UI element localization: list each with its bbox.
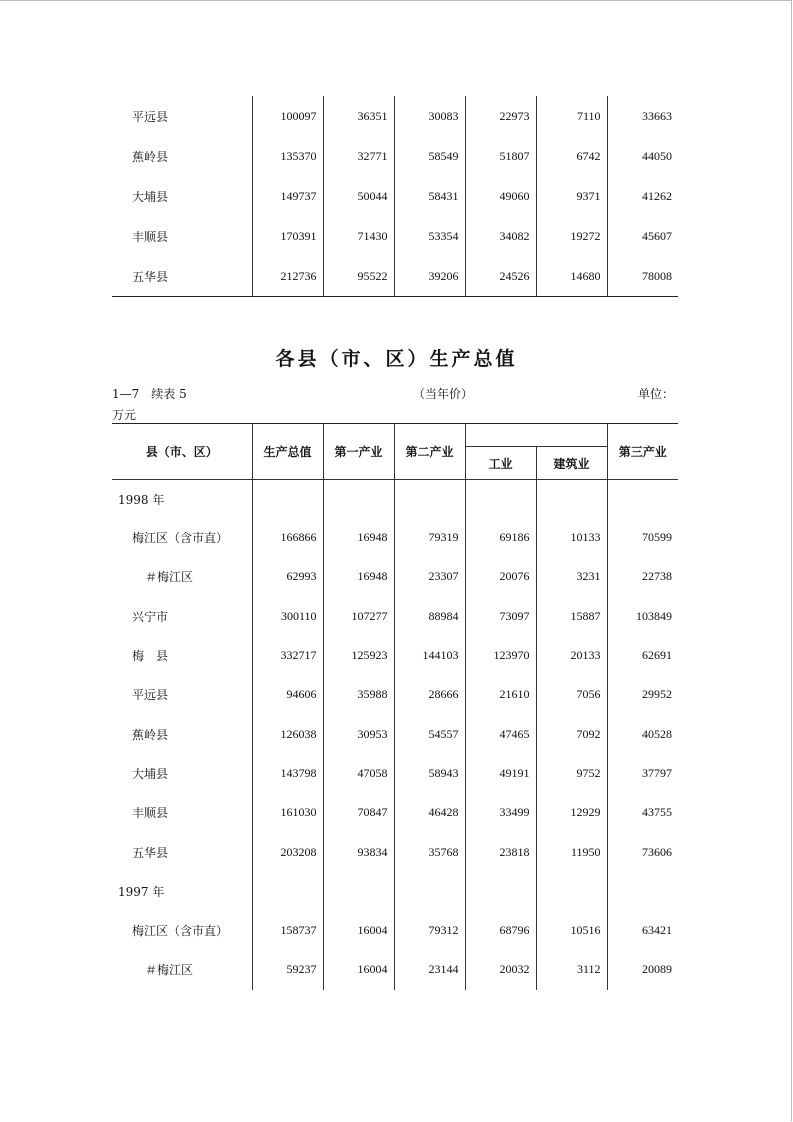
tertiary-value: 33663 xyxy=(607,96,678,136)
construction-value: 9371 xyxy=(536,176,607,216)
construction-value: 6742 xyxy=(536,136,607,176)
header-industry: 工业 xyxy=(465,447,536,480)
table-row xyxy=(112,950,678,989)
tertiary-value: 41262 xyxy=(607,176,678,216)
table-row xyxy=(112,832,678,871)
construction-value: 7092 xyxy=(536,714,607,753)
secondary-value: 30083 xyxy=(394,96,465,136)
primary-value: 71430 xyxy=(323,216,394,256)
gdp-value: 161030 xyxy=(252,793,323,832)
region-name: ＃梅江区 xyxy=(145,570,194,585)
region-name: 蕉岭县 xyxy=(132,727,169,742)
industry-value: 123970 xyxy=(465,636,536,675)
table-row xyxy=(112,96,678,136)
header-group-spacer xyxy=(465,424,536,447)
tertiary-value: 70599 xyxy=(607,518,678,557)
secondary-value: 53354 xyxy=(394,216,465,256)
gdp-value: 332717 xyxy=(252,636,323,675)
gdp-value: 166866 xyxy=(252,518,323,557)
construction-value: 3231 xyxy=(536,557,607,596)
primary-value: 95522 xyxy=(323,256,394,297)
header-primary: 第一产业 xyxy=(323,424,394,480)
primary-value: 16004 xyxy=(323,911,394,950)
gdp-value: 212736 xyxy=(252,256,323,297)
price-basis: （当年价） xyxy=(413,387,474,401)
tertiary-value: 45607 xyxy=(607,216,678,256)
construction-value: 3112 xyxy=(536,950,607,989)
primary-value: 16948 xyxy=(323,518,394,557)
gdp-value: 203208 xyxy=(252,832,323,871)
secondary-value: 79312 xyxy=(394,911,465,950)
table-row xyxy=(112,675,678,714)
tertiary-value: 37797 xyxy=(607,754,678,793)
year-label: 1998 年 xyxy=(118,492,165,507)
table-title: 各县（市、区）生产总值 xyxy=(275,348,518,370)
table-row xyxy=(112,518,678,557)
industry-value: 68796 xyxy=(465,911,536,950)
primary-value: 35988 xyxy=(323,675,394,714)
industry-value: 34082 xyxy=(465,216,536,256)
primary-value: 16948 xyxy=(323,557,394,596)
tertiary-value: 78008 xyxy=(607,256,678,297)
secondary-value: 23144 xyxy=(394,950,465,989)
secondary-value: 28666 xyxy=(394,675,465,714)
gdp-value: 59237 xyxy=(252,950,323,989)
secondary-value: 46428 xyxy=(394,793,465,832)
table-row xyxy=(112,793,678,832)
unit-value: 万元 xyxy=(112,408,137,422)
industry-value: 73097 xyxy=(465,597,536,636)
construction-value: 14680 xyxy=(536,256,607,297)
tertiary-value: 43755 xyxy=(607,793,678,832)
industry-value: 23818 xyxy=(465,832,536,871)
unit-label: 单位： xyxy=(638,387,675,401)
secondary-value: 54557 xyxy=(394,714,465,753)
industry-value: 49191 xyxy=(465,754,536,793)
construction-value: 7110 xyxy=(536,96,607,136)
table-row xyxy=(112,636,678,675)
industry-value: 20032 xyxy=(465,950,536,989)
primary-value: 93834 xyxy=(323,832,394,871)
primary-value: 125923 xyxy=(323,636,394,675)
construction-value: 20133 xyxy=(536,636,607,675)
gdp-value: 158737 xyxy=(252,911,323,950)
primary-value: 30953 xyxy=(323,714,394,753)
table-row xyxy=(112,557,678,596)
table-row xyxy=(112,176,678,216)
table-row xyxy=(112,136,678,176)
table-row xyxy=(112,911,678,950)
tertiary-value: 29952 xyxy=(607,675,678,714)
primary-value: 32771 xyxy=(323,136,394,176)
table-row xyxy=(112,216,678,256)
tertiary-value: 63421 xyxy=(607,911,678,950)
region-name: 平远县 xyxy=(132,109,169,124)
industry-value: 24526 xyxy=(465,256,536,297)
secondary-value: 23307 xyxy=(394,557,465,596)
secondary-value: 88984 xyxy=(394,597,465,636)
industry-value: 33499 xyxy=(465,793,536,832)
tertiary-value: 62691 xyxy=(607,636,678,675)
gdp-value: 126038 xyxy=(252,714,323,753)
tertiary-value: 22738 xyxy=(607,557,678,596)
construction-value: 10133 xyxy=(536,518,607,557)
table-row xyxy=(112,754,678,793)
industry-value: 47465 xyxy=(465,714,536,753)
gdp-value: 94606 xyxy=(252,675,323,714)
tertiary-value: 73606 xyxy=(607,832,678,871)
region-name: ＃梅江区 xyxy=(145,963,194,978)
header-group-spacer xyxy=(536,424,607,447)
primary-value: 50044 xyxy=(323,176,394,216)
gdp-value: 62993 xyxy=(252,557,323,596)
table-row xyxy=(112,256,678,297)
region-name: 五华县 xyxy=(132,845,169,860)
year-label: 1997 年 xyxy=(118,884,165,899)
region-name: 丰顺县 xyxy=(132,229,169,244)
region-name: 丰顺县 xyxy=(132,806,169,821)
region-name: 兴宁市 xyxy=(132,609,169,624)
table-row xyxy=(112,714,678,753)
gdp-value: 149737 xyxy=(252,176,323,216)
tertiary-value: 103849 xyxy=(607,597,678,636)
primary-value: 107277 xyxy=(323,597,394,636)
region-name: 梅 县 xyxy=(132,649,169,664)
secondary-value: 39206 xyxy=(394,256,465,297)
gdp-value: 300110 xyxy=(252,597,323,636)
primary-value: 70847 xyxy=(323,793,394,832)
secondary-value: 144103 xyxy=(394,636,465,675)
tertiary-value: 20089 xyxy=(607,950,678,989)
header-secondary: 第二产业 xyxy=(394,424,465,480)
gdp-value: 143798 xyxy=(252,754,323,793)
region-name: 大埔县 xyxy=(132,766,169,781)
header-gdp: 生产总值 xyxy=(252,424,323,480)
industry-value: 69186 xyxy=(465,518,536,557)
region-name: 梅江区（含市直） xyxy=(132,531,229,546)
construction-value: 15887 xyxy=(536,597,607,636)
secondary-value: 58549 xyxy=(394,136,465,176)
construction-value: 10516 xyxy=(536,911,607,950)
region-name: 五华县 xyxy=(112,256,252,297)
secondary-value: 35768 xyxy=(394,832,465,871)
table-row xyxy=(112,597,678,636)
header-tertiary: 第三产业 xyxy=(607,424,678,480)
gdp-value: 170391 xyxy=(252,216,323,256)
industry-value: 21610 xyxy=(465,675,536,714)
industry-value: 22973 xyxy=(465,96,536,136)
header-construction: 建筑业 xyxy=(536,447,607,480)
industry-value: 51807 xyxy=(465,136,536,176)
construction-value: 12929 xyxy=(536,793,607,832)
header-region: 县（市、区） xyxy=(112,424,252,480)
year-row xyxy=(112,872,678,911)
secondary-value: 79319 xyxy=(394,518,465,557)
primary-value: 16004 xyxy=(323,950,394,989)
secondary-value: 58431 xyxy=(394,176,465,216)
primary-value: 47058 xyxy=(323,754,394,793)
construction-value: 19272 xyxy=(536,216,607,256)
gdp-value: 100097 xyxy=(252,96,323,136)
construction-value: 11950 xyxy=(536,832,607,871)
primary-value: 36351 xyxy=(323,96,394,136)
secondary-value: 58943 xyxy=(394,754,465,793)
region-name: 大埔县 xyxy=(132,189,169,204)
region-name: 蕉岭县 xyxy=(132,149,169,164)
tertiary-value: 44050 xyxy=(607,136,678,176)
top-continuation-table xyxy=(112,96,678,297)
year-row xyxy=(112,480,678,519)
construction-value: 9752 xyxy=(536,754,607,793)
table-number: 1—7 续表 5 xyxy=(112,387,187,401)
industry-value: 49060 xyxy=(465,176,536,216)
region-name: 梅江区（含市直） xyxy=(132,924,229,939)
industry-value: 20076 xyxy=(465,557,536,596)
tertiary-value: 40528 xyxy=(607,714,678,753)
region-name: 平远县 xyxy=(132,688,169,703)
gdp-table xyxy=(112,423,678,990)
construction-value: 7056 xyxy=(536,675,607,714)
gdp-value: 135370 xyxy=(252,136,323,176)
